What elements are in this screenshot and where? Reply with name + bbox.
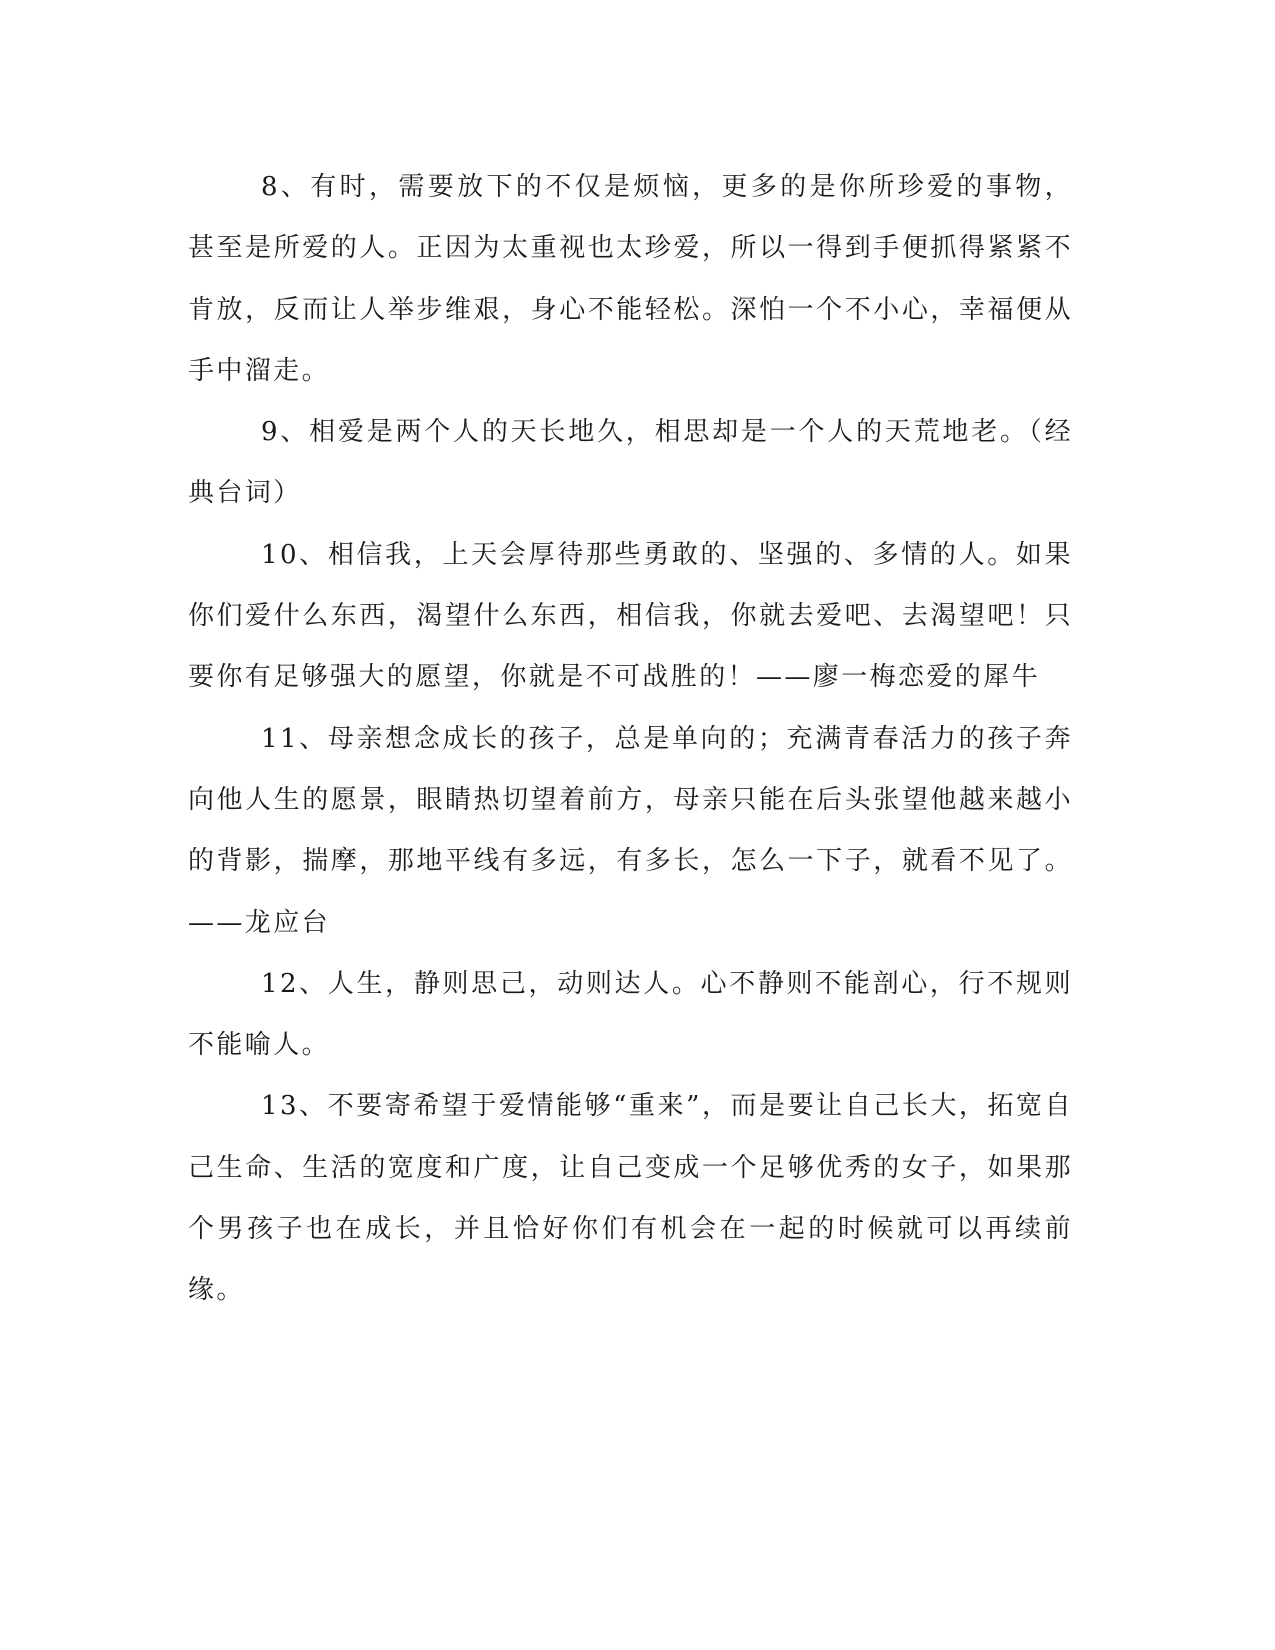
- paragraph-12: 12、人生，静则思己，动则达人。心不静则不能剖心，行不规则不能喻人。: [188, 968, 1073, 1061]
- document-body: [188, 157, 1073, 1322]
- paragraph-13: 13、不要寄希望于爱情能够“重来”，而是要让自己长大，拓宽自己生命、生活的宽度和广度，让自己变成一个足够优秀的女子，如果那个男孩子也在成长，并且恰好你们有机会在一起的时候就可以再续前缘。: [188, 1091, 1073, 1306]
- paragraph-11: 11、母亲想念成长的孩子，总是单向的；充满青春活力的孩子奔向他人生的愿景，眼睛热切望着前方，母亲只能在后头张望他越来越小的背影，揣摩，那地平线有多远，有多长，怎么一下子，就看不见了。——龙应台: [188, 723, 1073, 938]
- paragraph-10: 10、相信我，上天会厚待那些勇敢的、坚强的、多情的人。如果你们爱什么东西，渴望什么东西，相信我，你就去爱吧、去渴望吧！只要你有足够强大的愿望，你就是不可战胜的！——廖一梅恋爱的犀牛: [188, 539, 1073, 693]
- paragraph-9: 9、相爱是两个人的天长地久，相思却是一个人的天荒地老。（经典台词）: [188, 417, 1073, 509]
- paragraph-8: 8、有时，需要放下的不仅是烦恼，更多的是你所珍爱的事物，甚至是所爱的人。正因为太重视也太珍爱，所以一得到手便抓得紧紧不肯放，反而让人举步维艰，身心不能轻松。深怕一个不小心，幸福便从手中溜走。: [188, 172, 1073, 386]
